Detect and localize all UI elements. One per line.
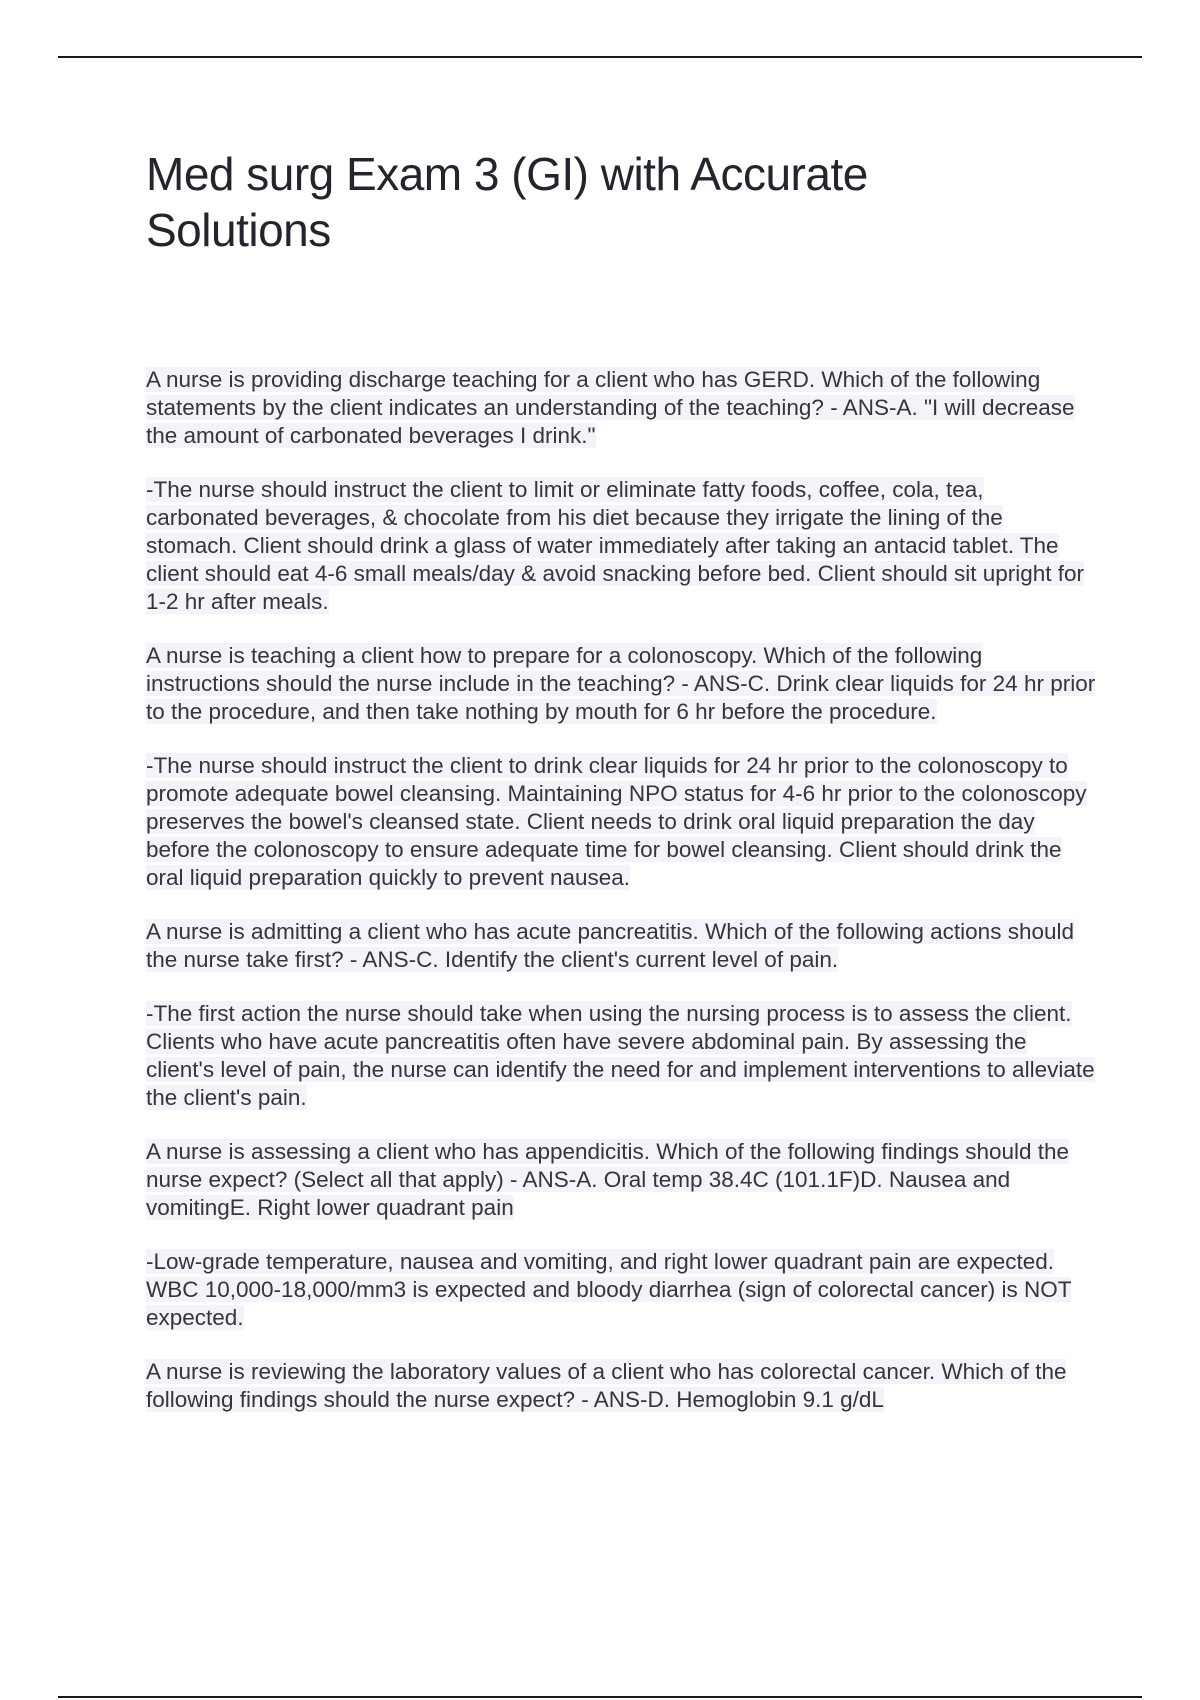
page-title: Med surg Exam 3 (GI) with Accurate Solutions	[146, 148, 868, 256]
top-divider	[58, 56, 1142, 58]
paragraph-text: A nurse is providing discharge teaching for a client who has GERD. Which of the following statements by the client indicates an understanding of the teaching? - ANS-A. "I will decrease the amount of carbonated beverages I drink."	[146, 367, 1075, 448]
bottom-divider	[58, 1696, 1142, 1698]
paragraph-text: -Low-grade temperature, nausea and vomiting, and right lower quadrant pain are expected. WBC 10,000-18,000/mm3 is expected and bloody diarrhea (sign of colorectal cancer) is NOT expected.	[146, 1249, 1072, 1330]
qa-rationale-4	[146, 1248, 1096, 1332]
qa-rationale-2	[146, 752, 1096, 892]
qa-rationale-1	[146, 476, 1096, 616]
paragraph-text: -The nurse should instruct the client to drink clear liquids for 24 hr prior to the colonoscopy to promote adequate bowel cleansing. Maintaining NPO status for 4-6 hr prior to the colonoscopy preserves the bowel's cleansed state. Client needs to drink oral liquid preparation the day before the colonoscopy to ensure adequate time for bowel cleansing. Client should drink the oral liquid preparation quickly to prevent nausea.	[146, 753, 1087, 890]
paragraph-text: -The first action the nurse should take when using the nursing process is to assess the client. Clients who have acute pancreatitis often have severe abdominal pain. By assessing the client's level of pain, the nurse can identify the need for and implement interventions to alleviate the client's pain.	[146, 1001, 1095, 1110]
paragraph-text: A nurse is teaching a client how to prepare for a colonoscopy. Which of the following instructions should the nurse include in the teaching? - ANS-C. Drink clear liquids for 24 hr prior to the procedure, and then take nothing by mouth for 6 hr before the procedure.	[146, 643, 1096, 724]
paragraph-text: A nurse is reviewing the laboratory values of a client who has colorectal cancer. Which of the following findings should the nurse expect? - ANS-D. Hemoglobin 9.1 g/dL	[146, 1359, 1067, 1412]
qa-question-4	[146, 1138, 1096, 1222]
paragraph-text: A nurse is assessing a client who has appendicitis. Which of the following findings should the nurse expect? (Select all that apply) - ANS-A. Oral temp 38.4C (101.1F)D. Nausea and vomitingE. Right lower quadrant pain	[146, 1139, 1070, 1220]
qa-question-1	[146, 366, 1096, 450]
paragraph-text: -The nurse should instruct the client to limit or eliminate fatty foods, coffee, cola, tea, carbonated beverages, & chocolate from his diet because they irrigate the lining of the stomach. Client should drink a glass of water immediately after taking an antacid tablet. The client should eat 4-6 small meals/day & avoid snacking before bed. Client should sit upright for 1-2 hr after meals.	[146, 477, 1085, 614]
paragraph-text: A nurse is admitting a client who has acute pancreatitis. Which of the following actions should the nurse take first? - ANS-C. Identify the client's current level of pain.	[146, 919, 1075, 972]
qa-question-2	[146, 642, 1096, 726]
document-body	[146, 366, 1096, 1440]
qa-rationale-3	[146, 1000, 1096, 1112]
qa-question-3	[146, 918, 1096, 974]
qa-question-5	[146, 1358, 1096, 1414]
